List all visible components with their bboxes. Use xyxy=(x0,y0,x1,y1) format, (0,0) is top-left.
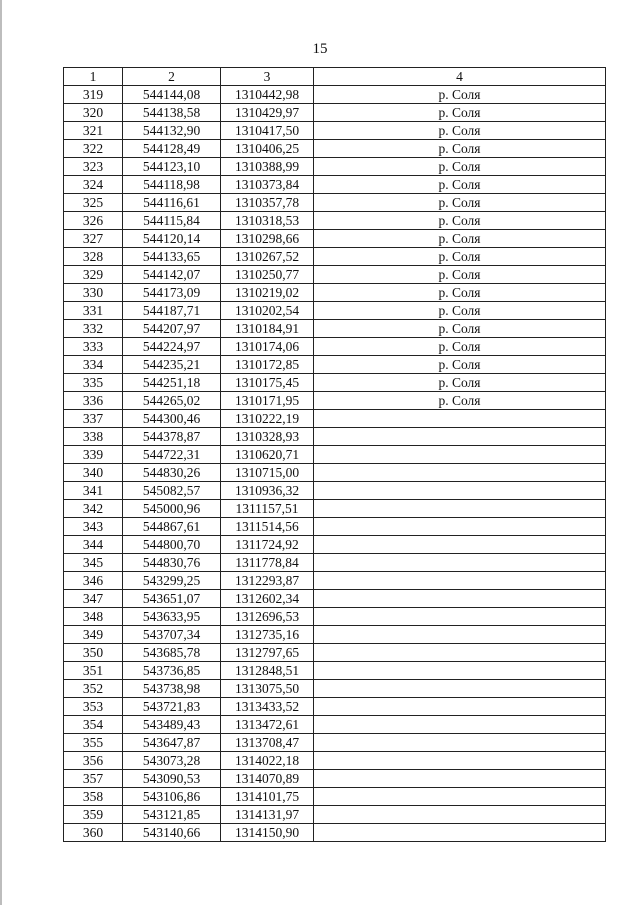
table-row xyxy=(64,392,606,410)
description-cell xyxy=(314,464,606,482)
x-coordinate-cell: 543106,86 xyxy=(123,788,221,806)
point-number-cell: 358 xyxy=(64,788,123,806)
y-coordinate-cell: 1310174,06 xyxy=(221,338,314,356)
table-row xyxy=(64,212,606,230)
y-coordinate-cell: 1310250,77 xyxy=(221,266,314,284)
header-col-2: 2 xyxy=(123,68,221,86)
description-cell xyxy=(314,734,606,752)
description-cell xyxy=(314,824,606,842)
y-coordinate-cell: 1310318,53 xyxy=(221,212,314,230)
point-number-cell: 323 xyxy=(64,158,123,176)
point-number-cell: 333 xyxy=(64,338,123,356)
y-coordinate-cell: 1314131,97 xyxy=(221,806,314,824)
table-row xyxy=(64,374,606,392)
x-coordinate-cell: 543633,95 xyxy=(123,608,221,626)
y-coordinate-cell: 1314022,18 xyxy=(221,752,314,770)
point-number-cell: 348 xyxy=(64,608,123,626)
y-coordinate-cell: 1310388,99 xyxy=(221,158,314,176)
y-coordinate-cell: 1310171,95 xyxy=(221,392,314,410)
description-cell: р. Соля xyxy=(314,320,606,338)
description-cell: р. Соля xyxy=(314,356,606,374)
point-number-cell: 337 xyxy=(64,410,123,428)
point-number-cell: 341 xyxy=(64,482,123,500)
description-cell xyxy=(314,770,606,788)
y-coordinate-cell: 1310222,19 xyxy=(221,410,314,428)
table-row xyxy=(64,662,606,680)
description-cell: р. Соля xyxy=(314,194,606,212)
x-coordinate-cell: 543299,25 xyxy=(123,572,221,590)
table-row xyxy=(64,284,606,302)
header-col-1: 1 xyxy=(64,68,123,86)
x-coordinate-cell: 544300,46 xyxy=(123,410,221,428)
x-coordinate-cell: 544173,09 xyxy=(123,284,221,302)
y-coordinate-cell: 1313433,52 xyxy=(221,698,314,716)
description-cell xyxy=(314,590,606,608)
point-number-cell: 321 xyxy=(64,122,123,140)
y-coordinate-cell: 1310202,54 xyxy=(221,302,314,320)
table-row xyxy=(64,176,606,194)
table-row xyxy=(64,230,606,248)
coordinates-table xyxy=(63,67,606,842)
table-row xyxy=(64,752,606,770)
description-cell: р. Соля xyxy=(314,104,606,122)
y-coordinate-cell: 1312602,34 xyxy=(221,590,314,608)
description-cell: р. Соля xyxy=(314,338,606,356)
table-row xyxy=(64,644,606,662)
x-coordinate-cell: 544722,31 xyxy=(123,446,221,464)
table-row xyxy=(64,716,606,734)
point-number-cell: 332 xyxy=(64,320,123,338)
point-number-cell: 336 xyxy=(64,392,123,410)
description-cell: р. Соля xyxy=(314,140,606,158)
point-number-cell: 322 xyxy=(64,140,123,158)
point-number-cell: 335 xyxy=(64,374,123,392)
point-number-cell: 350 xyxy=(64,644,123,662)
table-row xyxy=(64,680,606,698)
x-coordinate-cell: 543647,87 xyxy=(123,734,221,752)
point-number-cell: 342 xyxy=(64,500,123,518)
x-coordinate-cell: 544138,58 xyxy=(123,104,221,122)
description-cell xyxy=(314,428,606,446)
x-coordinate-cell: 543489,43 xyxy=(123,716,221,734)
description-cell: р. Соля xyxy=(314,392,606,410)
x-coordinate-cell: 544116,61 xyxy=(123,194,221,212)
x-coordinate-cell: 544830,76 xyxy=(123,554,221,572)
x-coordinate-cell: 544133,65 xyxy=(123,248,221,266)
description-cell xyxy=(314,410,606,428)
table-header xyxy=(64,68,606,86)
description-cell: р. Соля xyxy=(314,158,606,176)
description-cell xyxy=(314,644,606,662)
y-coordinate-cell: 1311724,92 xyxy=(221,536,314,554)
point-number-cell: 360 xyxy=(64,824,123,842)
table-row xyxy=(64,734,606,752)
point-number-cell: 340 xyxy=(64,464,123,482)
y-coordinate-cell: 1310442,98 xyxy=(221,86,314,104)
table-row xyxy=(64,158,606,176)
page-number: 15 xyxy=(312,41,328,57)
y-coordinate-cell: 1310357,78 xyxy=(221,194,314,212)
point-number-cell: 324 xyxy=(64,176,123,194)
table-row xyxy=(64,446,606,464)
y-coordinate-cell: 1313708,47 xyxy=(221,734,314,752)
y-coordinate-cell: 1312848,51 xyxy=(221,662,314,680)
x-coordinate-cell: 544187,71 xyxy=(123,302,221,320)
y-coordinate-cell: 1312696,53 xyxy=(221,608,314,626)
x-coordinate-cell: 543073,28 xyxy=(123,752,221,770)
x-coordinate-cell: 544830,26 xyxy=(123,464,221,482)
x-coordinate-cell: 543651,07 xyxy=(123,590,221,608)
description-cell: р. Соля xyxy=(314,230,606,248)
table-row xyxy=(64,482,606,500)
description-cell: р. Соля xyxy=(314,86,606,104)
y-coordinate-cell: 1314101,75 xyxy=(221,788,314,806)
point-number-cell: 345 xyxy=(64,554,123,572)
y-coordinate-cell: 1313472,61 xyxy=(221,716,314,734)
description-cell xyxy=(314,608,606,626)
table-row xyxy=(64,140,606,158)
point-number-cell: 344 xyxy=(64,536,123,554)
y-coordinate-cell: 1310429,97 xyxy=(221,104,314,122)
point-number-cell: 354 xyxy=(64,716,123,734)
y-coordinate-cell: 1314070,89 xyxy=(221,770,314,788)
x-coordinate-cell: 544800,70 xyxy=(123,536,221,554)
y-coordinate-cell: 1312735,16 xyxy=(221,626,314,644)
description-cell xyxy=(314,536,606,554)
description-cell: р. Соля xyxy=(314,266,606,284)
table-row xyxy=(64,788,606,806)
table-row xyxy=(64,500,606,518)
table-row xyxy=(64,410,606,428)
y-coordinate-cell: 1313075,50 xyxy=(221,680,314,698)
description-cell xyxy=(314,806,606,824)
description-cell xyxy=(314,680,606,698)
description-cell xyxy=(314,572,606,590)
point-number-cell: 359 xyxy=(64,806,123,824)
point-number-cell: 331 xyxy=(64,302,123,320)
x-coordinate-cell: 545000,96 xyxy=(123,500,221,518)
x-coordinate-cell: 544123,10 xyxy=(123,158,221,176)
table-row xyxy=(64,572,606,590)
description-cell xyxy=(314,788,606,806)
point-number-cell: 329 xyxy=(64,266,123,284)
point-number-cell: 325 xyxy=(64,194,123,212)
table-row xyxy=(64,320,606,338)
x-coordinate-cell: 544120,14 xyxy=(123,230,221,248)
x-coordinate-cell: 544378,87 xyxy=(123,428,221,446)
y-coordinate-cell: 1310328,93 xyxy=(221,428,314,446)
y-coordinate-cell: 1311514,56 xyxy=(221,518,314,536)
description-cell xyxy=(314,446,606,464)
table-row xyxy=(64,554,606,572)
table-row xyxy=(64,518,606,536)
description-cell xyxy=(314,698,606,716)
table-row xyxy=(64,590,606,608)
header-row xyxy=(64,68,606,86)
y-coordinate-cell: 1310184,91 xyxy=(221,320,314,338)
y-coordinate-cell: 1310715,00 xyxy=(221,464,314,482)
point-number-cell: 338 xyxy=(64,428,123,446)
point-number-cell: 334 xyxy=(64,356,123,374)
y-coordinate-cell: 1310219,02 xyxy=(221,284,314,302)
x-coordinate-cell: 544265,02 xyxy=(123,392,221,410)
x-coordinate-cell: 544132,90 xyxy=(123,122,221,140)
x-coordinate-cell: 544224,97 xyxy=(123,338,221,356)
y-coordinate-cell: 1311157,51 xyxy=(221,500,314,518)
point-number-cell: 347 xyxy=(64,590,123,608)
y-coordinate-cell: 1310175,45 xyxy=(221,374,314,392)
table-row xyxy=(64,356,606,374)
table-row xyxy=(64,86,606,104)
y-coordinate-cell: 1310417,50 xyxy=(221,122,314,140)
table-row xyxy=(64,266,606,284)
table-row xyxy=(64,608,606,626)
point-number-cell: 355 xyxy=(64,734,123,752)
point-number-cell: 327 xyxy=(64,230,123,248)
description-cell: р. Соля xyxy=(314,248,606,266)
description-cell: р. Соля xyxy=(314,284,606,302)
x-coordinate-cell: 543738,98 xyxy=(123,680,221,698)
table-row xyxy=(64,536,606,554)
y-coordinate-cell: 1312797,65 xyxy=(221,644,314,662)
x-coordinate-cell: 544867,61 xyxy=(123,518,221,536)
point-number-cell: 339 xyxy=(64,446,123,464)
x-coordinate-cell: 543736,85 xyxy=(123,662,221,680)
description-cell xyxy=(314,752,606,770)
description-cell xyxy=(314,482,606,500)
table-row xyxy=(64,104,606,122)
x-coordinate-cell: 544128,49 xyxy=(123,140,221,158)
description-cell xyxy=(314,662,606,680)
point-number-cell: 326 xyxy=(64,212,123,230)
x-coordinate-cell: 545082,57 xyxy=(123,482,221,500)
description-cell xyxy=(314,716,606,734)
description-cell xyxy=(314,626,606,644)
point-number-cell: 352 xyxy=(64,680,123,698)
table-row xyxy=(64,248,606,266)
table-row xyxy=(64,626,606,644)
point-number-cell: 343 xyxy=(64,518,123,536)
y-coordinate-cell: 1310373,84 xyxy=(221,176,314,194)
description-cell: р. Соля xyxy=(314,374,606,392)
header-col-4: 4 xyxy=(314,68,606,86)
y-coordinate-cell: 1311778,84 xyxy=(221,554,314,572)
y-coordinate-cell: 1310267,52 xyxy=(221,248,314,266)
description-cell xyxy=(314,518,606,536)
y-coordinate-cell: 1310172,85 xyxy=(221,356,314,374)
y-coordinate-cell: 1314150,90 xyxy=(221,824,314,842)
x-coordinate-cell: 543685,78 xyxy=(123,644,221,662)
point-number-cell: 319 xyxy=(64,86,123,104)
y-coordinate-cell: 1310406,25 xyxy=(221,140,314,158)
x-coordinate-cell: 543721,83 xyxy=(123,698,221,716)
point-number-cell: 353 xyxy=(64,698,123,716)
scan-left-edge xyxy=(0,0,2,905)
point-number-cell: 351 xyxy=(64,662,123,680)
table-row xyxy=(64,806,606,824)
table-row xyxy=(64,698,606,716)
table-row xyxy=(64,824,606,842)
table-row xyxy=(64,338,606,356)
table-row xyxy=(64,122,606,140)
header-col-3: 3 xyxy=(221,68,314,86)
x-coordinate-cell: 544118,98 xyxy=(123,176,221,194)
x-coordinate-cell: 543140,66 xyxy=(123,824,221,842)
x-coordinate-cell: 544251,18 xyxy=(123,374,221,392)
point-number-cell: 328 xyxy=(64,248,123,266)
table-row xyxy=(64,464,606,482)
point-number-cell: 357 xyxy=(64,770,123,788)
y-coordinate-cell: 1310936,32 xyxy=(221,482,314,500)
point-number-cell: 330 xyxy=(64,284,123,302)
y-coordinate-cell: 1310298,66 xyxy=(221,230,314,248)
description-cell: р. Соля xyxy=(314,302,606,320)
description-cell: р. Соля xyxy=(314,122,606,140)
x-coordinate-cell: 544144,08 xyxy=(123,86,221,104)
x-coordinate-cell: 543707,34 xyxy=(123,626,221,644)
point-number-cell: 320 xyxy=(64,104,123,122)
table-row xyxy=(64,302,606,320)
table-row xyxy=(64,770,606,788)
y-coordinate-cell: 1312293,87 xyxy=(221,572,314,590)
x-coordinate-cell: 544142,07 xyxy=(123,266,221,284)
point-number-cell: 349 xyxy=(64,626,123,644)
description-cell: р. Соля xyxy=(314,212,606,230)
x-coordinate-cell: 544235,21 xyxy=(123,356,221,374)
x-coordinate-cell: 543121,85 xyxy=(123,806,221,824)
point-number-cell: 356 xyxy=(64,752,123,770)
table-row xyxy=(64,428,606,446)
description-cell xyxy=(314,500,606,518)
x-coordinate-cell: 544207,97 xyxy=(123,320,221,338)
x-coordinate-cell: 543090,53 xyxy=(123,770,221,788)
description-cell: р. Соля xyxy=(314,176,606,194)
y-coordinate-cell: 1310620,71 xyxy=(221,446,314,464)
table-body xyxy=(64,86,606,842)
table-row xyxy=(64,194,606,212)
x-coordinate-cell: 544115,84 xyxy=(123,212,221,230)
point-number-cell: 346 xyxy=(64,572,123,590)
description-cell xyxy=(314,554,606,572)
